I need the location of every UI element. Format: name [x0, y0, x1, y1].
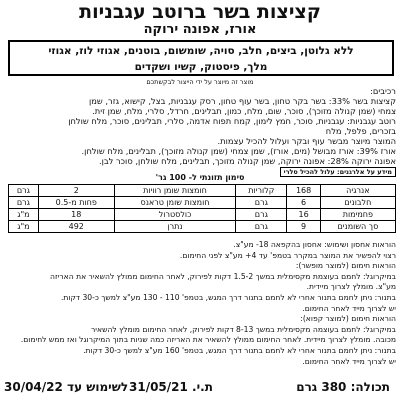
- nutrient-value: 492: [38, 221, 114, 233]
- ingredients-heading: רכיבים:: [370, 86, 396, 96]
- nutrient-label: פחמימות: [320, 209, 395, 221]
- instruction-line: הוראות חימום (למוצר מופשר):: [295, 261, 396, 271]
- nutrient-unit: מ"ג: [9, 221, 39, 233]
- table-row: [9, 185, 396, 197]
- nutrient-value: 16: [287, 209, 320, 221]
- table-row: [9, 197, 396, 209]
- best-before-date: לשימוש עד 30/04/22: [4, 380, 129, 394]
- ingredients-line: קציצות בשר 33%: בשר בקר טחון, בשר עוף טחון, רסק עגבניות, בצל, קישוא, גזר, שמן: [88, 96, 396, 106]
- nutrient-unit: קלוריות: [236, 185, 287, 197]
- ingredients-line: צמחי (שמן קנולה מזוכך), סוכר, שום, מלח, כמון, תבלינים, חרדל, סלרי, מלח, שמן זית.: [92, 106, 396, 116]
- instruction-line: במיקרוגל: לחמם בעוצמה מקסימלית במשך 8-13 דקות לפירוק, לאחר החימום מומלץ להשאיר: [91, 324, 396, 334]
- nutrient-value: 2: [38, 185, 114, 197]
- nutrient-unit: גרם: [9, 185, 39, 197]
- nutrition-table: [8, 184, 396, 233]
- nutrient-value: פחות מ-0.5: [38, 197, 114, 209]
- nutrient-label: כולסטרול: [114, 209, 236, 221]
- instruction-line: בתנור: ניתן לחמם בתנור אחרי לא לחמם בתנור דרך המגש, בטמפ' 110 - 130 מע"צ למשך כ-30 דקות.: [61, 292, 396, 302]
- ingredients-line: המוצר מיוצר מבשר עוף ובקר ועלול להכיל עצמות.: [217, 136, 396, 146]
- label-footer: [4, 376, 396, 398]
- ingredients-line: אפונה ירוקה 28%: אפונה ירוקה, שמן קנולה מזוכך, תבלינים, מלח שולחן, סוכר לבן.: [98, 156, 396, 166]
- nutrient-unit: גרם: [236, 197, 287, 209]
- ingredients-section: [4, 86, 396, 177]
- nutrient-label: אנרגיה: [320, 185, 395, 197]
- instruction-line: הוראות אחסון ושימוש: אחסון בהקפאה 18- מע"צ.: [233, 240, 396, 249]
- instruction-line: מכובה. מומלץ לצרוך מיידית. לאחר החימום ממולץ להשאיר את האריזה כמה שניות בתוך המיקרוגל ואז ממש לחימום.: [20, 335, 396, 345]
- product-subtitle: אורז, אפונה ירוקה: [143, 22, 257, 37]
- instruction-line: יש לצרוך מייד לאחר החימום.: [302, 356, 396, 366]
- net-weight: תכולה: 380 גרם: [296, 380, 390, 394]
- nutrient-value: 168: [287, 185, 320, 197]
- table-row: [9, 209, 396, 221]
- small-note: מוצר זה מיוצר על ידי הייצור לבקשתכם: [146, 78, 254, 86]
- nutrient-value: 9: [287, 221, 320, 233]
- table-row: [9, 221, 396, 233]
- allergen-free-line-2: מלך, פיסטוק, קשיו ושקדים: [134, 61, 268, 73]
- production-date: ת.י. 31/05/21: [129, 380, 213, 394]
- food-label: [4, 2, 396, 397]
- allergen-free-box: [8, 40, 394, 76]
- instruction-line: הוראות חימום (למוצר קפוא):: [300, 314, 396, 324]
- nutrient-unit: מ"ג: [9, 209, 39, 221]
- nutrient-unit: גרם: [236, 209, 287, 221]
- ingredients-line: בזכרים, פלפל, מלח: [325, 126, 396, 136]
- product-title: קציצות בשר ברוטב עגבניות: [79, 1, 321, 23]
- nutrient-label: סך השומנים: [320, 221, 395, 233]
- nutrient-value: 18: [38, 209, 114, 221]
- instruction-line: מע"צ. מומלץ לצרוך מיידית.: [306, 282, 396, 292]
- instruction-line: בתנור: ניתן לחמם בתנור אחרי לא לחמם בתנור דרך המגש, בטמפ' 160 מע"צ למשך כ-30 דקות.: [83, 345, 396, 355]
- instructions-section: [4, 240, 396, 367]
- ingredients-line: אורז 39%: אורז מבושל (מים, אורז), שמן צמחי (שמן קנולה מזוכך), תבלינים, מלח שולחן.: [81, 146, 396, 156]
- ingredients-line: רוטב עגבניות: עגבניות, סוכר, חמץ לימון, קמח תפוח אדמה, סלרי, תבלינים, סוכר, מלח שולחן: [68, 116, 396, 126]
- nutrient-label: חלבונים: [320, 197, 395, 209]
- instruction-line: רצוי להפשיר את המוצר במקרר בטמפ' עד 4+ מע"צ לפני החימום.: [179, 250, 396, 260]
- nutrition-title: סימון תזונתי ל- 100 גר': [155, 173, 245, 182]
- instruction-line: במיקרוגל: לחמם בעוצמת מקסימלית במשך 1.5-2 דקות לפירוק, לאחר החימום ממולץ להשאיר את האריזה: [50, 271, 396, 281]
- nutrient-value: 6: [287, 197, 320, 209]
- nutrient-label: חומצות שומן רוויות: [114, 185, 236, 197]
- nutrient-unit: גרם: [9, 197, 39, 209]
- nutrient-label: חומצות שומן טראנס: [114, 197, 236, 209]
- allergen-free-line-1: ללא גלוטן, ביצים, חלב, סויה, שומשום, בוטנים, אגוזי לוז, אגוזי: [48, 45, 354, 57]
- nutrient-label: נתרן: [114, 221, 236, 233]
- instruction-line: יש לצרוך מייד לאחר החימום.: [302, 303, 396, 313]
- nutrient-unit: גרם: [236, 221, 287, 233]
- allergen-info-badge: מידע על אלרגנים: עלול להכיל סלרי: [280, 167, 396, 177]
